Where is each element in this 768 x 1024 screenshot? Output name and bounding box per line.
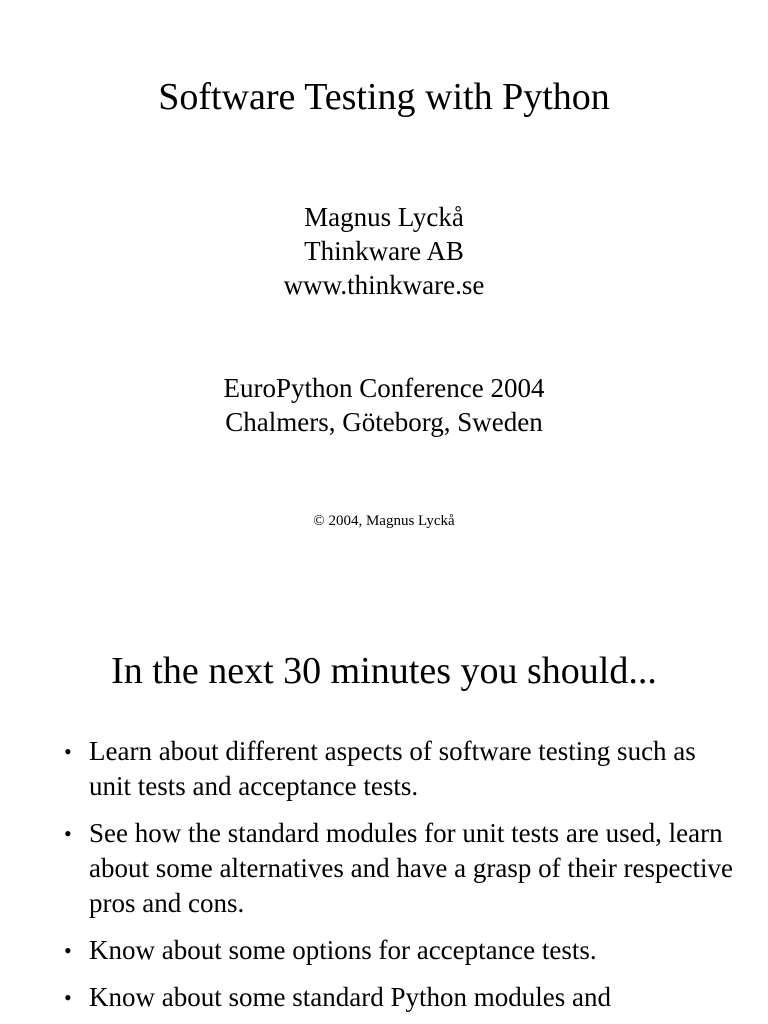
bullet-list	[60, 734, 740, 1024]
bullet-text: Know about some standard Python modules and	[89, 982, 611, 1012]
bullet-text: See how the standard modules for unit tests are used, learn about some alternatives and have a grasp of their respective pros and cons.	[89, 818, 733, 918]
author-website: www.thinkware.se	[283, 270, 485, 300]
bullet-icon: •	[64, 938, 72, 963]
bullet-item	[60, 816, 740, 921]
conference-name: EuroPython Conference 2004	[223, 373, 545, 403]
author-company: Thinkware AB	[304, 236, 464, 266]
bullet-item	[60, 933, 740, 968]
slide-2-title: In the next 30 minutes you should...	[111, 650, 657, 692]
bullet-icon: •	[64, 985, 72, 1010]
bullet-text: Know about some options for acceptance tests.	[89, 935, 597, 965]
conference-location: Chalmers, Göteborg, Sweden	[225, 407, 543, 437]
bullet-item	[60, 980, 740, 1015]
bullet-icon: •	[64, 821, 72, 846]
bullet-icon: •	[64, 739, 72, 764]
conference-block	[0, 371, 768, 439]
author-name: Magnus Lyckå	[304, 202, 464, 232]
bullet-text: Learn about different aspects of software testing such as unit tests and acceptance tests.	[89, 736, 696, 801]
slide-1-title: Software Testing with Python	[158, 76, 610, 118]
author-block	[0, 200, 768, 302]
copyright-notice: © 2004, Magnus Lyckå	[313, 513, 455, 529]
bullet-item	[60, 734, 740, 804]
